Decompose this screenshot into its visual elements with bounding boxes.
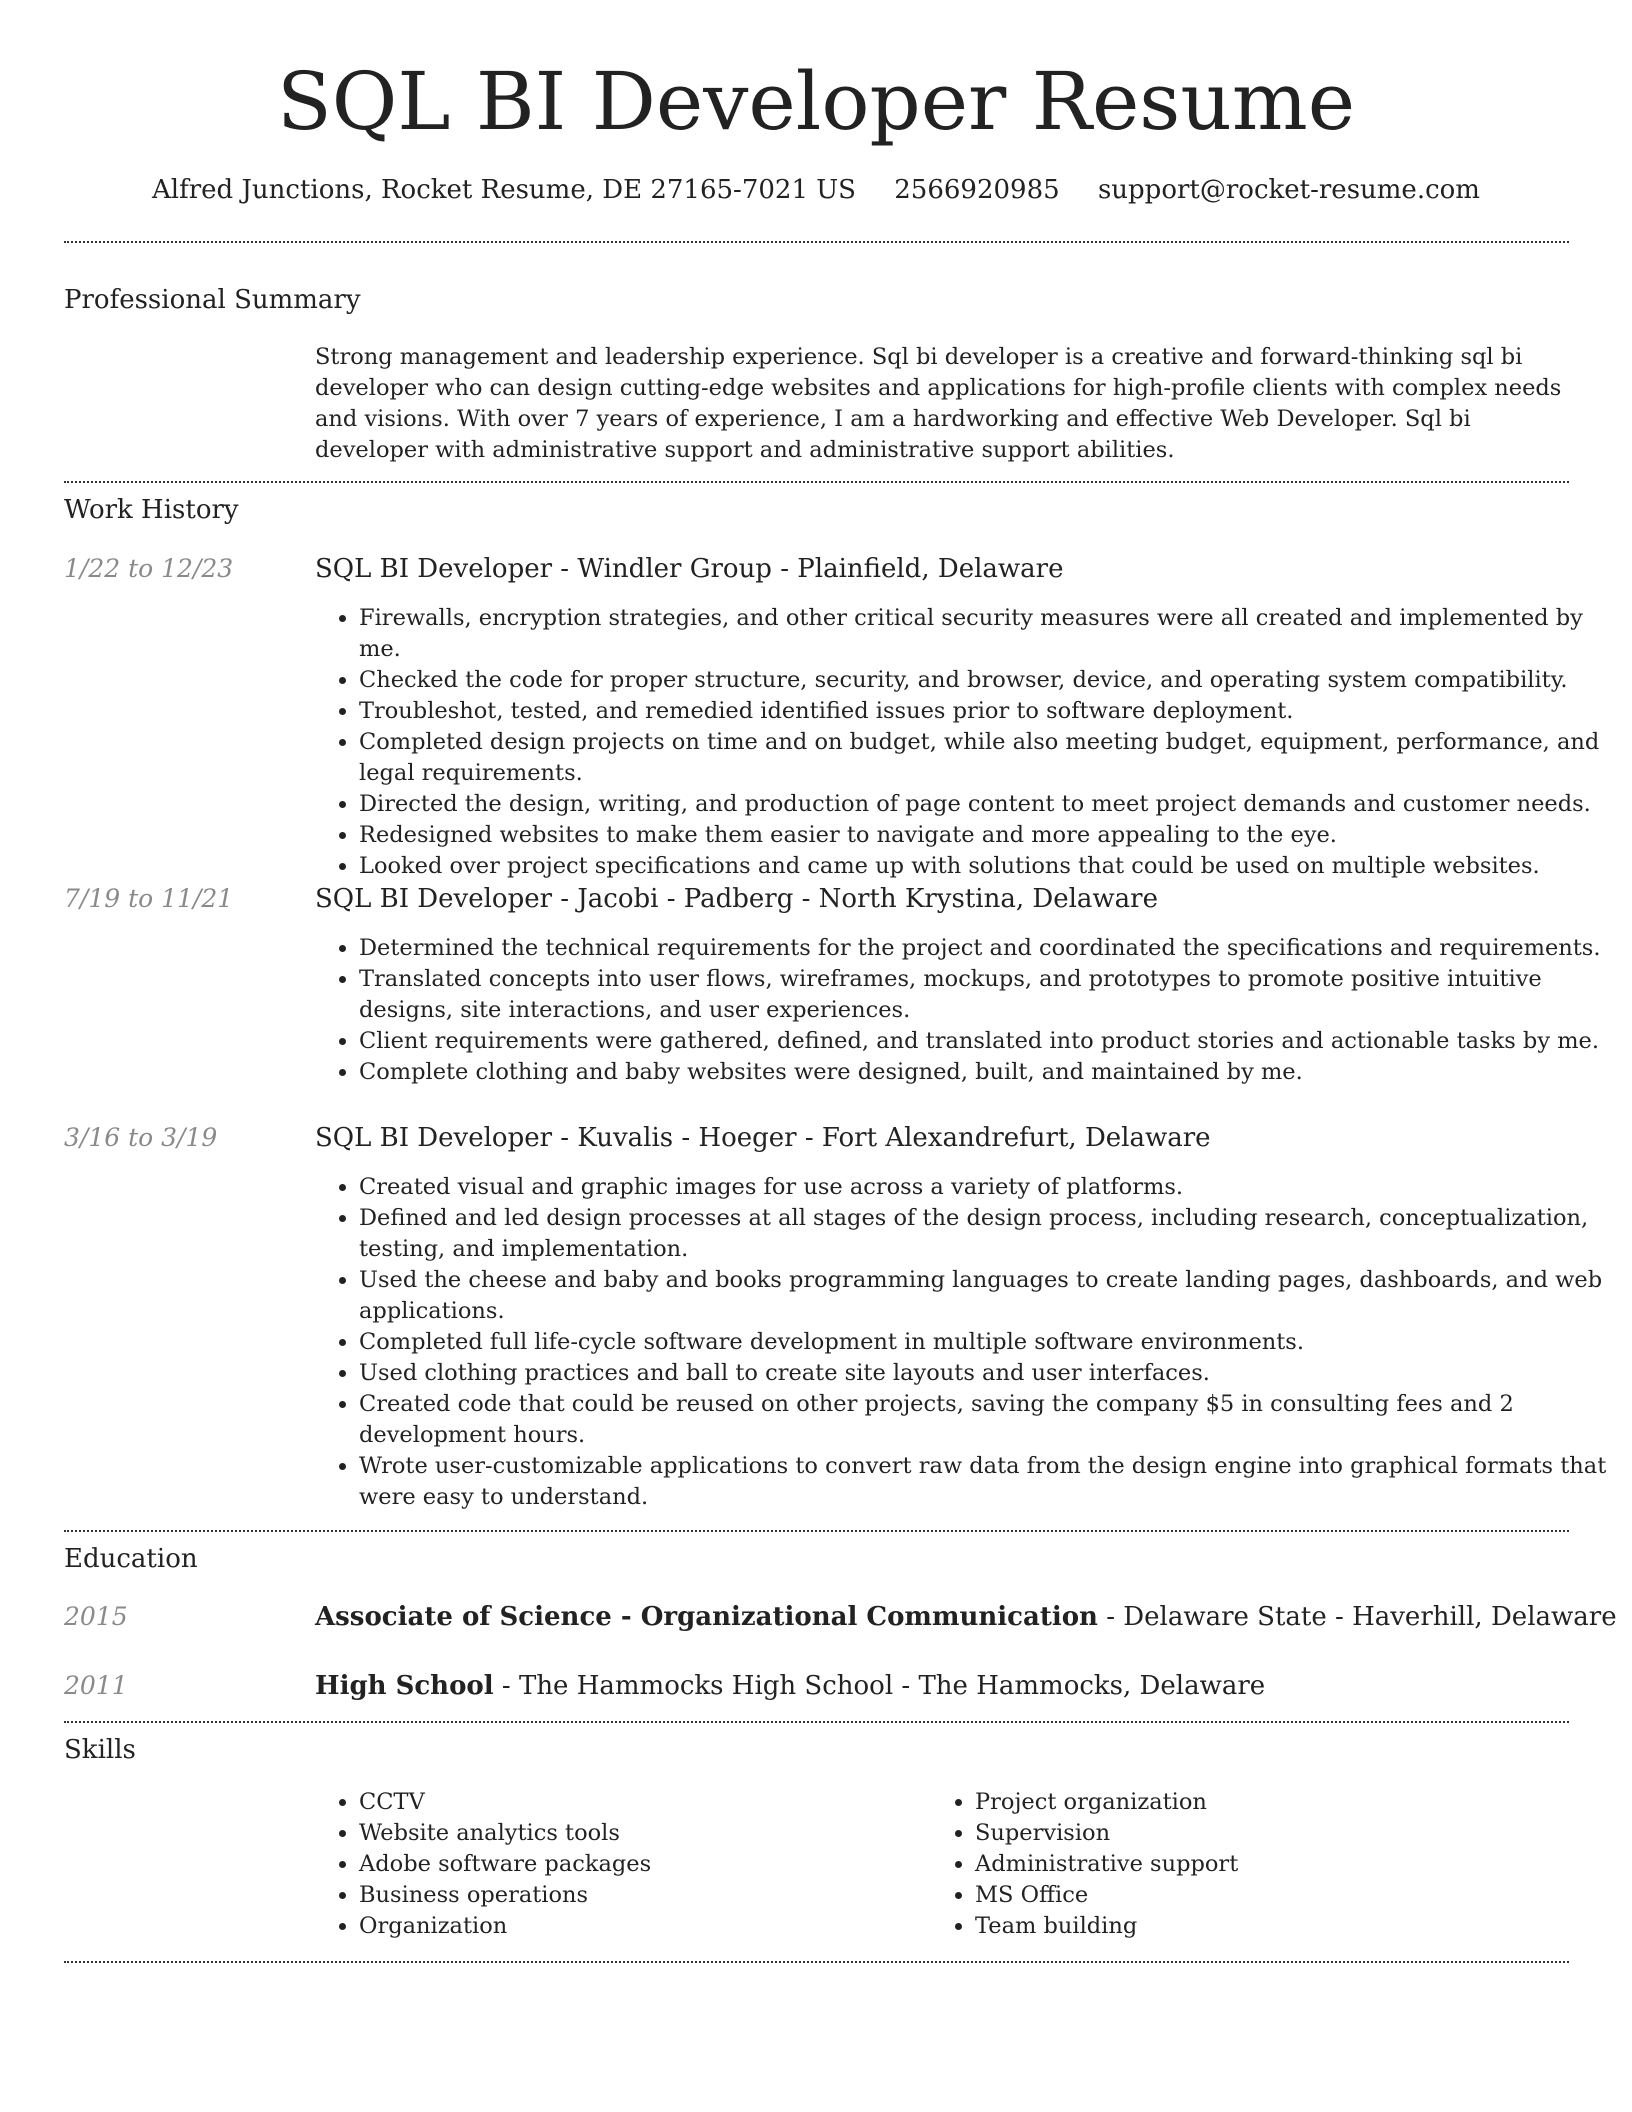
- skill-item: • Administrative support: [975, 1849, 1535, 1880]
- list-item: • Created code that could be reused on other projects, saving the company $5 in consulting fees and 2 development hours.: [359, 1389, 1614, 1451]
- skills-list-right: [931, 1787, 1535, 1942]
- skill-item: • Adobe software packages: [359, 1849, 919, 1880]
- list-item: • Firewalls, encryption strategies, and other critical security measures were all created and implemented by me.: [359, 603, 1614, 665]
- skill-item: • CCTV: [359, 1787, 919, 1818]
- list-item: • Completed design projects on time and on budget, while also meeting budget, equipment, performance, and legal requirements.: [359, 727, 1614, 789]
- section-heading-summary: Professional Summary: [64, 285, 361, 315]
- education-school: - Delaware State - Haverhill, Delaware: [1097, 1602, 1617, 1632]
- education-entry: [315, 1599, 1617, 1635]
- list-item: • Completed full life-cycle software development in multiple software environments.: [359, 1327, 1614, 1358]
- list-item: • Created visual and graphic images for use across a variety of platforms.: [359, 1172, 1614, 1203]
- education-year: 2015: [64, 1602, 128, 1631]
- contact-line: [0, 170, 1632, 210]
- skills-list-left: [315, 1787, 919, 1942]
- divider: [64, 1961, 1569, 1963]
- education-entry: [315, 1668, 1265, 1704]
- divider: [64, 1721, 1569, 1723]
- list-item: • Used the cheese and baby and books programming languages to create landing pages, dashboards, and web applications.: [359, 1265, 1614, 1327]
- list-item: • Troubleshot, tested, and remedied identified issues prior to software deployment.: [359, 696, 1614, 727]
- skill-item: • Team building: [975, 1911, 1535, 1942]
- section-heading-work: Work History: [64, 495, 239, 525]
- list-item: • Redesigned websites to make them easier to navigate and more appealing to the eye.: [359, 820, 1614, 851]
- list-item: • Wrote user-customizable applications to convert raw data from the design engine into graphical formats that were easy to understand.: [359, 1451, 1614, 1513]
- contact-email: support@rocket-resume.com: [1097, 175, 1480, 205]
- list-item: • Directed the design, writing, and production of page content to meet project demands and customer needs.: [359, 789, 1614, 820]
- list-item: • Checked the code for proper structure, security, and browser, device, and operating system compatibility.: [359, 665, 1614, 696]
- section-heading-skills: Skills: [64, 1735, 136, 1765]
- list-item: • Translated concepts into user flows, wireframes, mockups, and prototypes to promote positive intuitive designs, site interactions, and user experiences.: [359, 964, 1614, 1026]
- job-bullets: [315, 933, 1614, 1088]
- divider: [64, 241, 1569, 243]
- divider: [64, 1530, 1569, 1532]
- skill-item: • Business operations: [359, 1880, 919, 1911]
- list-item: • Defined and led design processes at all stages of the design process, including research, conceptualization, testing, and implementation.: [359, 1203, 1614, 1265]
- contact-address: Alfred Junctions, Rocket Resume, DE 27165-7021 US: [152, 175, 856, 205]
- education-degree: Associate of Science - Organizational Communication: [315, 1602, 1098, 1632]
- job-dates: 3/16 to 3/19: [64, 1123, 218, 1152]
- education-school: - The Hammocks High School - The Hammocks, Delaware: [493, 1671, 1266, 1701]
- section-heading-education: Education: [64, 1544, 198, 1574]
- education-degree: High School: [315, 1671, 494, 1701]
- page-title: SQL BI Developer Resume: [276, 55, 1356, 148]
- job-bullets: [315, 603, 1614, 882]
- skill-item: • Organization: [359, 1911, 919, 1942]
- list-item: • Determined the technical requirements for the project and coordinated the specifications and requirements.: [359, 933, 1614, 964]
- job-dates: 1/22 to 12/23: [64, 554, 234, 583]
- job-title: SQL BI Developer - Kuvalis - Hoeger - Fort Alexandrefurt, Delaware: [315, 1123, 1211, 1153]
- job-title: SQL BI Developer - Jacobi - Padberg - North Krystina, Delaware: [315, 884, 1158, 914]
- contact-phone: 2566920985: [894, 175, 1060, 205]
- list-item: • Client requirements were gathered, defined, and translated into product stories and actionable tasks by me.: [359, 1026, 1614, 1057]
- job-title: SQL BI Developer - Windler Group - Plainfield, Delaware: [315, 554, 1064, 584]
- skill-item: • Supervision: [975, 1818, 1535, 1849]
- skill-item: • Website analytics tools: [359, 1818, 919, 1849]
- skill-item: • MS Office: [975, 1880, 1535, 1911]
- job-dates: 7/19 to 11/21: [64, 884, 234, 913]
- divider: [64, 481, 1569, 483]
- list-item: • Used clothing practices and ball to create site layouts and user interfaces.: [359, 1358, 1614, 1389]
- summary-text: Strong management and leadership experience. Sql bi developer is a creative and forward-thinking sql bi developer who can design cutting-edge websites and applications for high-profile clients with complex needs and visions. With over 7 years of experience, I am a hardworking and effective Web Developer. Sql bi developer with administrative support and administrative support abilities.: [315, 344, 1562, 463]
- education-year: 2011: [64, 1671, 128, 1700]
- skill-item: • Project organization: [975, 1787, 1535, 1818]
- job-bullets: [315, 1172, 1614, 1513]
- list-item: • Looked over project specifications and came up with solutions that could be used on multiple websites.: [359, 851, 1614, 882]
- list-item: • Complete clothing and baby websites were designed, built, and maintained by me.: [359, 1057, 1614, 1088]
